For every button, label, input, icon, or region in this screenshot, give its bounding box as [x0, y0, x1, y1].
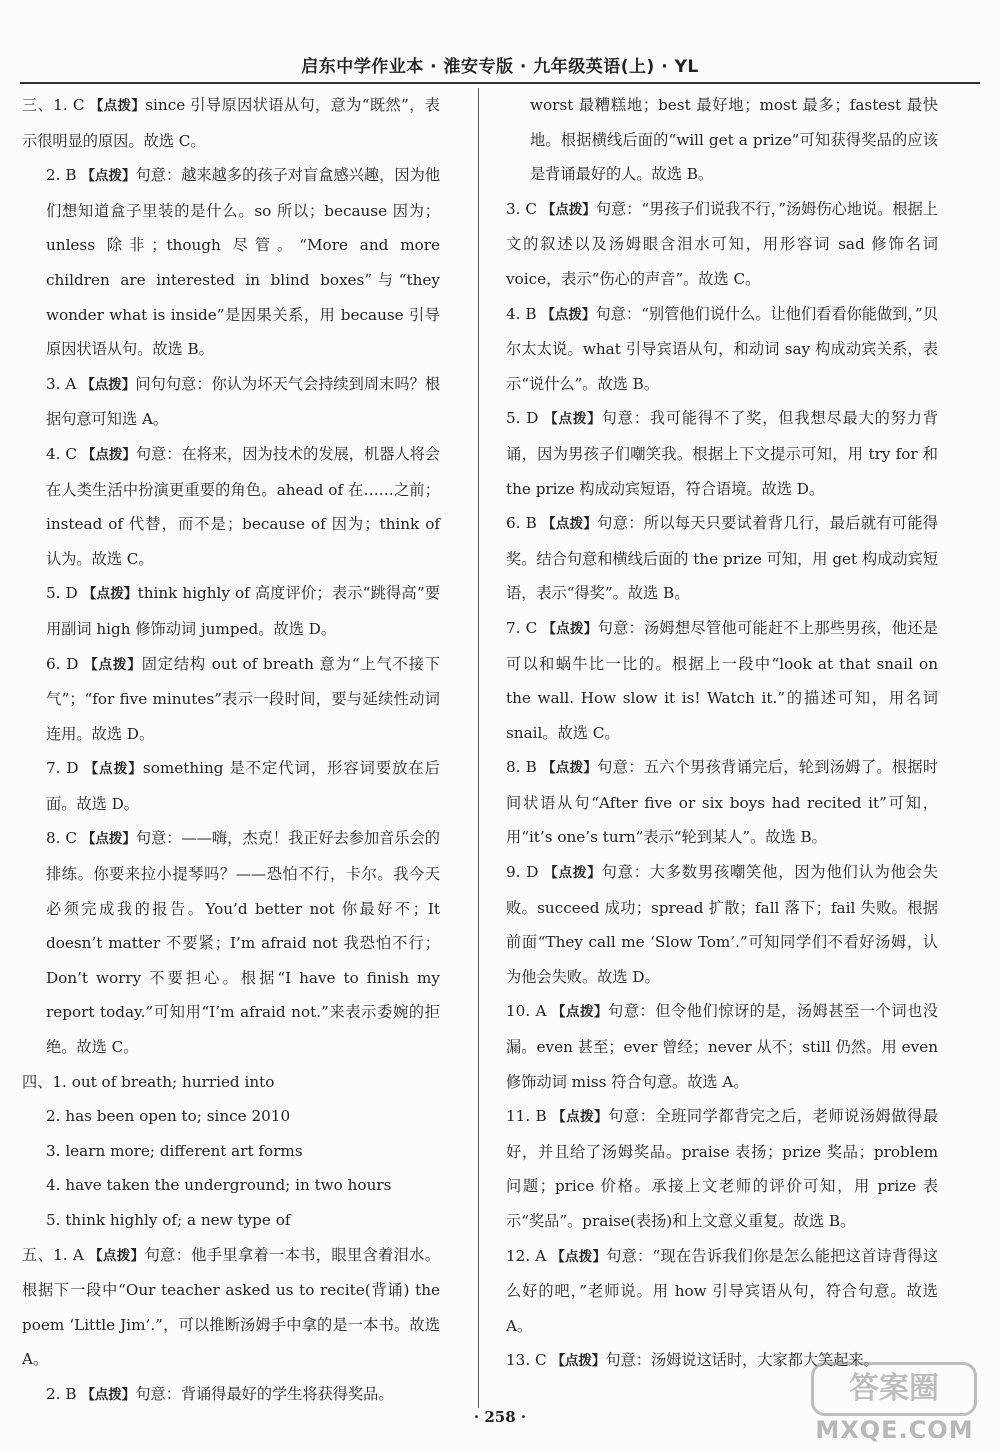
hint-label: 【点拨】 [84, 656, 142, 673]
answer-text: 句意：汤姆想尽管他可能赶不上那些男孩，他还是可以和蜗牛比一比的。根据上一段中“look at that snail on the wall. How slow it is! Watch it.”的描述可知，用名词 snail。故选 C。 [506, 618, 938, 742]
answer-item [22, 437, 440, 576]
answer-number: 3. C [506, 199, 542, 218]
answer-text: 句意：在将来，因为技术的发展，机器人将会在人类生活中扮演更重要的角色。ahead of 在……之前；instead of 代替，而不是；because of 因为；think of 认为。故选 C。 [46, 444, 440, 568]
answer-text: 句意：所以每天只要试着背几行，最后就有可能得奖。结合句意和横线后面的 the prize 可知，用 get 构成动宾短语，表示“得奖”。故选 B。 [506, 514, 939, 603]
answer-text: since 引导原因状语从句，意为“既然”，表示很明显的原因。故选 C。 [22, 96, 440, 150]
answer-text: think highly of 高度评价；表示“跳得高”要用副词 high 修饰动词 jumped。故选 D。 [46, 584, 441, 638]
answer-item [22, 1099, 440, 1134]
answer-text: something 是不定代词，形容词要放在后面。故选 D。 [46, 759, 440, 813]
page-number: · 258 · [473, 1408, 527, 1426]
hint-label: 【点拨】 [541, 516, 598, 533]
answer-text: 句意：大多数男孩嘲笑他，因为他们认为他会失败。succeed 成功；spread 扩散；fall 落下；fail 失败。根据前面“They call me ‘Slow Tom’.”可知同学们不看好汤姆，认为他会失败。故选 D。 [506, 863, 939, 986]
hint-label: 【点拨】 [81, 1386, 136, 1403]
answer-item [506, 88, 938, 192]
answer-text: learn more; different art forms [65, 1141, 303, 1160]
answer-text: 句意：五六个男孩背诵完后，轮到汤姆了。根据时间状语从句“After five or six boys had recited it”可知，用“it’s one’s turn”表示“轮到某人”。故选 B。 [506, 758, 939, 847]
hint-label: 【点拨】 [82, 586, 138, 603]
answer-text: 句意：他手里拿着一本书，眼里含着泪水。根据下一段中“Our teacher asked us to recite(背诵) the poem ‘Little Jim’.”，可以推断汤姆手中拿的是一本书。故选 A。 [22, 1245, 441, 1369]
answer-number: 3. A [46, 374, 82, 393]
hint-label: 【点拨】 [89, 98, 146, 114]
answer-item [506, 1239, 938, 1344]
answer-text: 句意：全班同学都背完之后，老师说汤姆做得最好，并且给了汤姆奖品。praise 表扬；prize 奖品；problem 问题；price 价格。承接上文老师的评价可知，用 prize 表示“奖品”。praise(表扬)和上文意义重复。故选 B。 [506, 1107, 939, 1230]
hint-label: 【点拨】 [551, 1248, 607, 1265]
answer-number: 9. D [506, 863, 545, 882]
answer-item [22, 1168, 440, 1203]
watermark-badge: 答案圈 [811, 1362, 977, 1416]
answer-item [506, 750, 938, 855]
answer-item [506, 855, 938, 994]
answer-number: 12. A [506, 1246, 552, 1265]
answer-item [22, 367, 440, 437]
hint-label: 【点拨】 [551, 1004, 609, 1021]
answer-text: 句意：“男孩子们说我不行，”汤姆伤心地说。根据上文的叙述以及汤姆眼含泪水可知，用形容词 sad 修饰名词 voice，表示“伤心的声音”。故选 C。 [506, 199, 938, 288]
answer-item [22, 1203, 440, 1238]
answer-item [506, 297, 938, 402]
hint-label: 【点拨】 [81, 831, 136, 848]
answer-text: 句意：背诵得最好的学生将获得奖品。 [135, 1384, 394, 1403]
left-column [22, 88, 440, 1413]
answer-item [22, 576, 440, 646]
answer-item [22, 1238, 440, 1377]
answer-number: 3. [46, 1141, 66, 1160]
answer-item [22, 158, 440, 367]
answer-item [22, 821, 440, 1064]
hint-label: 【点拨】 [541, 201, 596, 218]
watermark-url: MXQE.COM [815, 1416, 974, 1444]
answer-number: 8. B [506, 758, 542, 777]
hint-label: 【点拨】 [552, 1109, 609, 1126]
header-rule [20, 82, 980, 84]
hint-label: 【点拨】 [84, 761, 143, 778]
answer-item [506, 994, 938, 1099]
answer-number: 10. A [506, 1002, 552, 1021]
answer-text: have taken the underground; in two hours [65, 1176, 392, 1195]
hint-label: 【点拨】 [541, 306, 596, 323]
hint-label: 【点拨】 [89, 1247, 145, 1264]
hint-label: 【点拨】 [542, 620, 598, 637]
answer-number: 4. B [506, 304, 542, 323]
hint-label: 【点拨】 [541, 760, 598, 777]
answer-item [506, 506, 938, 611]
page-header-title: 启东中学作业本 · 淮安专版 · 九年级英语(上) · YL [301, 57, 699, 77]
answer-number: 6. B [506, 514, 542, 533]
answer-number: 4. [46, 1176, 66, 1195]
answer-number: 7. D [46, 759, 85, 778]
answer-text: 固定结构 out of breath 意为“上气不接下气”；“for five minutes”表示一段时间，要与延续性动词连用。故选 D。 [46, 654, 441, 743]
answer-item [506, 192, 938, 297]
right-column [506, 88, 938, 1379]
answer-number: 2. B [46, 166, 82, 185]
answer-item [22, 647, 440, 752]
answer-number: 4. C [46, 444, 82, 463]
answer-text: out of breath; hurried into [71, 1072, 275, 1091]
answer-number: 三、1. C [22, 96, 90, 114]
answer-item [22, 1065, 440, 1100]
answer-number: 5. D [506, 409, 545, 428]
answer-number: 5. D [46, 584, 83, 603]
hint-label: 【点拨】 [544, 865, 602, 882]
hint-label: 【点拨】 [551, 1353, 606, 1370]
answer-text: 句意：汤姆说这话时，大家都大笑起来。 [605, 1351, 879, 1370]
answer-number: 8. C [46, 829, 82, 848]
answer-item [22, 751, 440, 821]
answer-text: think highly of; a new type of [65, 1211, 291, 1229]
column-divider [478, 88, 479, 1408]
answer-text: 句意：但令他们惊讶的是，汤姆甚至一个词也没漏。even 甚至；ever 曾经；never 从不；still 仍然。用 even 修饰动词 miss 符合句意。故选 A。 [506, 1002, 939, 1091]
answer-text: 句意：越来越多的孩子对盲盒感兴趣，因为他们想知道盒子里装的是什么。so 所以；because 因为；unless 除非；though 尽管。“More and more children are interested in blind boxes”与“they wonder what is inside”是因果关系，用 because 引导原因状语从句。故选 B。 [46, 166, 441, 359]
answer-number: 7. C [506, 618, 543, 637]
hint-label: 【点拨】 [81, 446, 136, 463]
answer-text: 句意：——嗨，杰克！我正好去参加音乐会的排练。你要来拉小提琴吗？——恐怕不行，卡尔。我今天必须完成我的报告。You’d better not 你最好不；It doesn’t matter 不要紧；I’m afraid not 我恐怕不行；Don’t worry 不要担心。根据“I have to finish my report today.”可知用“I’m afraid not.”来表示委婉的拒绝。故选 C。 [46, 829, 440, 1057]
answer-text: 句意：“别管他们说什么。让他们看看你能做到，”贝尔太太说。what 引导宾语从句，和动词 say 构成动宾关系，表示“说什么”。故选 B。 [506, 304, 939, 393]
answer-text: worst 最糟糕地；best 最好地；most 最多；fastest 最快地。根据横线后面的“will get a prize”可知获得奖品的应该是背诵最好的人。故选 B。 [530, 96, 938, 184]
answer-number: 5. [46, 1211, 66, 1229]
hint-label: 【点拨】 [81, 168, 136, 185]
answer-item [506, 1099, 938, 1238]
answer-text: 句意：我可能得不了奖，但我想尽最大的努力背诵，因为男孩子们嘲笑我。根据上下文提示可知，用 try for 和 the prize 构成动宾短语，符合语境。故选 D。 [506, 409, 939, 498]
answer-item [22, 1134, 440, 1169]
answer-item [22, 88, 440, 158]
answer-number: 2. B [46, 1384, 82, 1403]
answer-item [506, 611, 938, 750]
answer-text: 句意：“现在告诉我们你是怎么能把这首诗背得这么好的吧，”老师说。用 how 引导宾语从句，符合句意。故选 A。 [506, 1246, 939, 1335]
answer-number: 6. D [46, 654, 85, 673]
answer-number: 四、1. [22, 1072, 72, 1091]
answer-number: 2. [46, 1107, 66, 1126]
hint-label: 【点拨】 [81, 376, 136, 393]
watermark-logo [807, 1360, 982, 1445]
answer-text: 问句句意：你认为坏天气会持续到周末吗？根据句意可知选 A。 [46, 374, 441, 429]
answer-number: 五、1. A [22, 1245, 90, 1264]
answer-item [506, 401, 938, 506]
answer-text: has been open to; since 2010 [65, 1107, 291, 1126]
answer-number: 11. B [506, 1107, 553, 1126]
answer-number: 13. C [506, 1351, 552, 1370]
hint-label: 【点拨】 [544, 411, 602, 428]
